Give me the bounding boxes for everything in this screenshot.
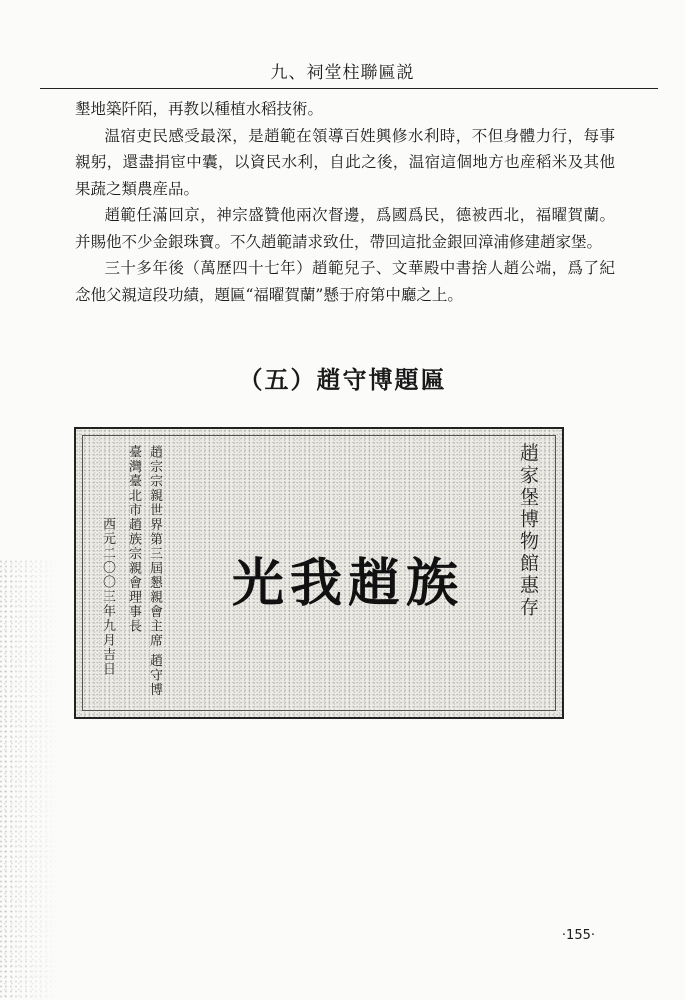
- plaque-inscription-2: 臺灣臺北市趙族宗親會理事長: [126, 445, 141, 634]
- paragraph-3: 趙範任滿回京，神宗盛贊他兩次督邊，爲國爲民，德被西北，福曜賀蘭。并賜他不少金銀珠寶。不久趙範請求致仕，帶回這批金銀回漳浦修建趙家堡。: [75, 206, 615, 251]
- running-head: 九、祠堂柱聯匾説: [270, 63, 415, 83]
- plaque-image: [74, 427, 564, 719]
- section-title: （五）趙守博題匾: [238, 365, 447, 394]
- paragraph-4: 三十多年後（萬歷四十七年）趙範兒子、文華殿中書捨人趙公端，爲了紀念他父親這段功績，題匾“福曜賀蘭”懸于府第中廳之上。: [75, 259, 615, 304]
- header-rule: [40, 88, 658, 89]
- scan-noise: [0, 560, 60, 1000]
- paragraph-1: 墾地築阡陌，再教以種植水稻技術。: [75, 100, 324, 118]
- plaque-inscription-1: 趙宗宗親世界第三屆懇親會主席 趙守博: [147, 445, 162, 698]
- page-number: ·155·: [561, 928, 595, 943]
- plaque-main-text: 光我趙族: [231, 553, 464, 614]
- body-text: [75, 96, 615, 308]
- paragraph-2: 温宿吏民感受最深，是趙範在領導百姓興修水利時，不但身體力行，每事親躬，還盡捐宦中囊，以資民水利，自此之後，温宿這個地方也産稻米及其他果蔬之類農産品。: [75, 126, 615, 198]
- plaque-inscription-3: 西元二〇〇三年九月吉日: [100, 517, 115, 677]
- plaque-dedication: 趙家堡博物館惠存: [517, 443, 539, 619]
